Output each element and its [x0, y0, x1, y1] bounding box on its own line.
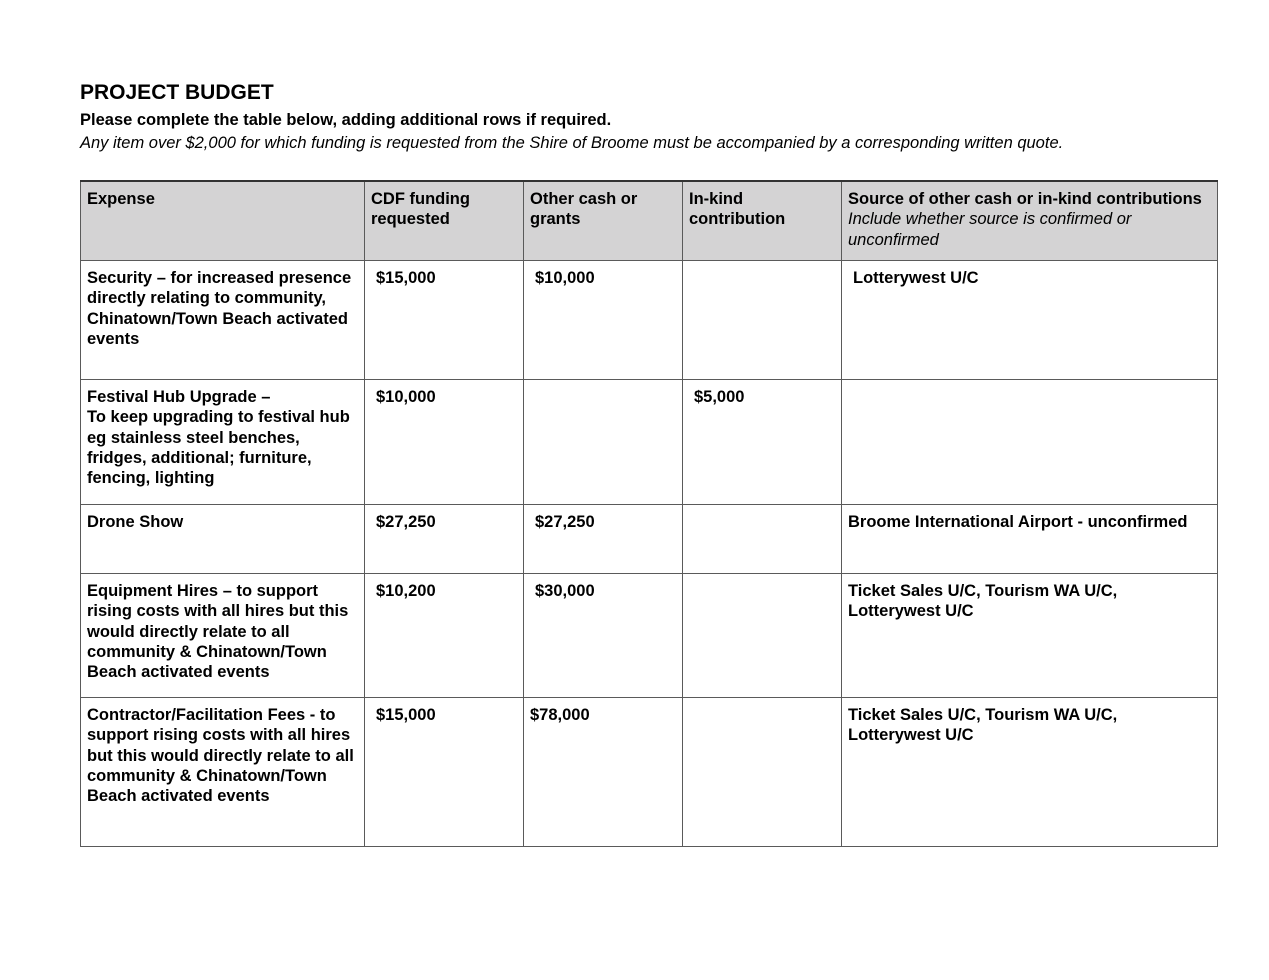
other-cash-cell: $30,000 — [524, 574, 683, 698]
table-row — [81, 505, 1218, 574]
in-kind-cell — [683, 698, 842, 847]
in-kind-cell — [683, 505, 842, 574]
source-header-hint: Include whether source is confirmed or unconfirmed — [848, 210, 1132, 249]
in-kind-cell — [683, 261, 842, 380]
budget-table — [80, 180, 1218, 847]
table-row — [81, 380, 1218, 505]
table-row — [81, 261, 1218, 380]
table-row — [81, 574, 1218, 698]
cdf-cell: $15,000 — [365, 261, 524, 380]
cdf-cell: $27,250 — [365, 505, 524, 574]
in-kind-cell: $5,000 — [683, 380, 842, 505]
column-header-cdf-funding: CDF funding requested — [365, 181, 524, 261]
in-kind-cell — [683, 574, 842, 698]
source-cell: Lotterywest U/C — [842, 261, 1218, 380]
expense-cell: Drone Show — [81, 505, 365, 574]
cdf-cell: $15,000 — [365, 698, 524, 847]
source-cell: Ticket Sales U/C, Tourism WA U/C, Lotterywest U/C — [842, 574, 1218, 698]
expense-cell: Equipment Hires – to support rising costs with all hires but this would directly relate to all community & Chinatown/Town Beach activated events — [81, 574, 365, 698]
other-cash-cell — [524, 380, 683, 505]
column-header-expense: Expense — [81, 181, 365, 261]
cdf-cell: $10,200 — [365, 574, 524, 698]
cdf-cell: $10,000 — [365, 380, 524, 505]
expense-cell: Festival Hub Upgrade – To keep upgrading to festival hub eg stainless steel benches, fridges, additional; furniture, fencing, lighting — [81, 380, 365, 505]
column-header-other-cash: Other cash or grants — [524, 181, 683, 261]
expense-cell: Contractor/Facilitation Fees - to support rising costs with all hires but this would directly relate to all community & Chinatown/Town Beach activated events — [81, 698, 365, 847]
expense-cell: Security – for increased presence directly relating to community, Chinatown/Town Beach activated events — [81, 261, 365, 380]
other-cash-cell: $27,250 — [524, 505, 683, 574]
page-title: PROJECT BUDGET — [80, 81, 274, 104]
source-header-label: Source of other cash or in-kind contributions — [848, 190, 1202, 208]
table-header-row — [81, 181, 1218, 261]
column-header-in-kind: In-kind contribution — [683, 181, 842, 261]
source-cell — [842, 380, 1218, 505]
source-cell: Ticket Sales U/C, Tourism WA U/C, Lotterywest U/C — [842, 698, 1218, 847]
table-row — [81, 698, 1218, 847]
column-header-source — [842, 181, 1218, 261]
other-cash-cell: $78,000 — [524, 698, 683, 847]
quote-note: Any item over $2,000 for which funding is requested from the Shire of Broome must be accompanied by a corresponding written quote. — [80, 134, 1064, 152]
source-cell: Broome International Airport - unconfirmed — [842, 505, 1218, 574]
other-cash-cell: $10,000 — [524, 261, 683, 380]
instruction-text: Please complete the table below, adding additional rows if required. — [80, 111, 612, 129]
